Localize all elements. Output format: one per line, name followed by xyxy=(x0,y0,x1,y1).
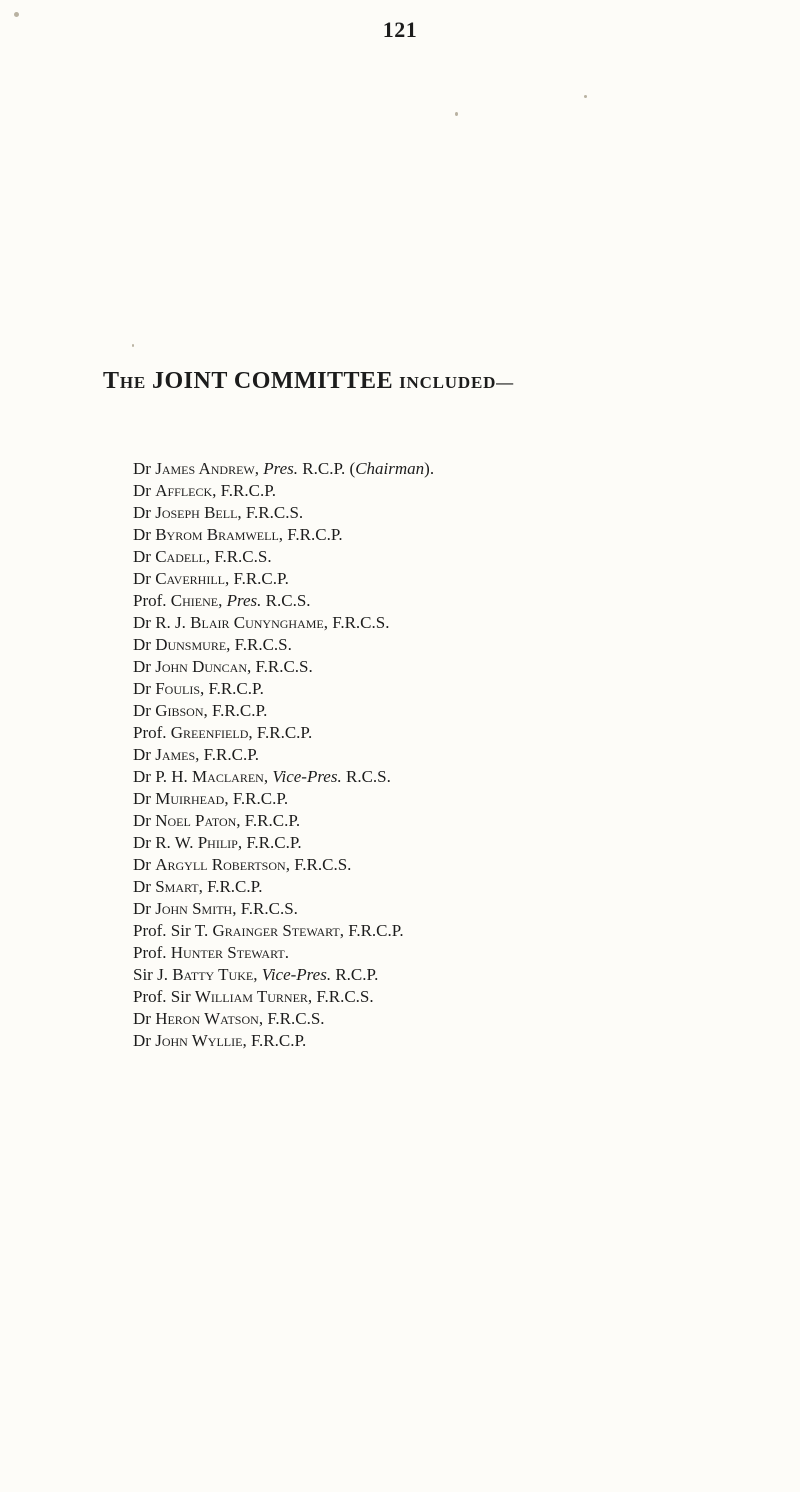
member-prefix: Dr xyxy=(133,767,151,786)
member-prefix: Dr xyxy=(133,657,151,676)
member-name: P. H. Maclaren xyxy=(155,767,264,786)
member-name: Foulis xyxy=(155,679,200,698)
paper-speck xyxy=(14,12,19,17)
member-entry: Dr R. W. Philip, F.R.C.P. xyxy=(133,833,302,852)
member-qualification: F.R.C.S. xyxy=(255,657,313,676)
member-entry: Dr Affleck, F.R.C.P. xyxy=(133,481,277,500)
member-qualification: F.R.C.S. xyxy=(234,635,292,654)
member-qualification: R.C.P. ( xyxy=(302,459,356,478)
member-name: John Wyllie xyxy=(155,1031,243,1050)
member-name: John Duncan xyxy=(155,657,248,676)
member-name: Joseph Bell xyxy=(155,503,238,522)
member-qualification: F.R.C.S. xyxy=(245,503,304,522)
member-prefix: Dr xyxy=(133,899,151,918)
member-office: Pres. xyxy=(263,459,299,478)
member-prefix: Dr xyxy=(133,459,151,478)
member-prefix: Dr xyxy=(133,679,151,698)
member-prefix: Sir xyxy=(133,965,153,984)
member-prefix: Dr xyxy=(133,701,151,720)
member-qualification: F.R.C.P. xyxy=(208,679,264,698)
member-name: R. J. Blair Cunynghame xyxy=(155,613,324,632)
member-role-close: ). xyxy=(424,459,435,478)
member-entry: Dr James Andrew, Pres. R.C.P. (Chairman). xyxy=(133,459,435,478)
member-entry: Dr James, F.R.C.P. xyxy=(133,745,260,764)
heading-committee: JOINT COMMITTEE xyxy=(151,368,394,394)
member-qualification: F.R.C.P. xyxy=(250,1031,307,1050)
member-qualification: F.R.C.P. xyxy=(246,833,302,852)
member-entry: Dr Foulis, F.R.C.P. xyxy=(133,679,264,698)
member-entry: Prof. Sir T. Grainger Stewart, F.R.C.P. xyxy=(133,921,404,940)
heading-the-rest: HE xyxy=(119,373,146,392)
member-prefix: Dr xyxy=(133,547,151,566)
member-qualification: F.R.C.S. xyxy=(267,1009,325,1028)
member-prefix: Dr xyxy=(133,855,151,874)
member-entry xyxy=(133,942,793,964)
member-name: Chiene xyxy=(170,591,219,610)
member-name: James xyxy=(155,745,196,764)
member-prefix: Prof. xyxy=(133,591,167,610)
member-name: Dunsmure xyxy=(155,635,227,654)
member-entry: Prof. Sir William Turner, F.R.C.S. xyxy=(133,987,374,1006)
section-heading xyxy=(103,368,793,395)
member-qualification: R.C.S. xyxy=(265,591,311,610)
member-prefix: Dr xyxy=(133,525,151,544)
member-qualification: F.R.C.P. xyxy=(232,789,289,808)
member-prefix: Dr xyxy=(133,745,151,764)
member-entry: Dr Caverhill, F.R.C.P. xyxy=(133,569,289,588)
member-prefix: Prof. Sir xyxy=(133,921,191,940)
member-qualification: F.R.C.P. xyxy=(233,569,289,588)
member-qualification: F.R.C.P. xyxy=(244,811,301,830)
member-qualification: F.R.C.S. xyxy=(240,899,298,918)
member-name: T. Grainger Stewart xyxy=(194,921,340,940)
member-name: J. Batty Tuke xyxy=(157,965,254,984)
member-qualification: F.R.C.S. xyxy=(294,855,352,874)
member-entry: Dr Cadell, F.R.C.S. xyxy=(133,547,272,566)
member-entry: Dr P. H. Maclaren, Vice-Pres. R.C.S. xyxy=(133,767,391,786)
member-entry: Sir J. Batty Tuke, Vice-Pres. R.C.P. xyxy=(133,965,379,984)
member-qualification: F.R.C.P. xyxy=(203,745,260,764)
page-number: 121 xyxy=(382,17,418,42)
member-entry: Dr R. J. Blair Cunynghame, F.R.C.S. xyxy=(133,613,390,632)
member-entry: Dr John Duncan, F.R.C.S. xyxy=(133,657,313,676)
member-qualification: F.R.C.P. xyxy=(207,877,263,896)
paper-speck xyxy=(455,112,458,116)
member-prefix: Dr xyxy=(133,811,151,830)
member-office: Pres. xyxy=(226,591,262,610)
member-name: R. W. Philip xyxy=(155,833,238,852)
member-prefix: Dr xyxy=(133,613,151,632)
member-name: Gibson xyxy=(155,701,204,720)
member-qualification: F.R.C.P. xyxy=(256,723,313,742)
member-entry: Dr Dunsmure, F.R.C.S. xyxy=(133,635,292,654)
member-role: Chairman xyxy=(355,459,425,478)
member-name: William Turner xyxy=(194,987,308,1006)
member-entry: Prof. Chiene, Pres. R.C.S. xyxy=(133,591,311,610)
member-entry: Prof. Greenfield, F.R.C.P. xyxy=(133,723,313,742)
member-entry: Dr John Smith, F.R.C.S. xyxy=(133,899,298,918)
member-entry: Dr Muirhead, F.R.C.P. xyxy=(133,789,289,808)
member-entry: Dr Argyll Robertson, F.R.C.S. xyxy=(133,855,352,874)
member-entry: Dr Smart, F.R.C.P. xyxy=(133,877,263,896)
member-prefix: Dr xyxy=(133,877,151,896)
member-entry: Dr Heron Watson, F.R.C.S. xyxy=(133,1009,325,1028)
member-qualification: F.R.C.P. xyxy=(348,921,404,940)
member-qualification: F.R.C.P. xyxy=(212,701,268,720)
member-qualification: F.R.C.S. xyxy=(214,547,272,566)
member-prefix: Dr xyxy=(133,481,151,500)
member-prefix: Prof. xyxy=(133,943,167,962)
member-qualification: F.R.C.P. xyxy=(220,481,277,500)
member-name: Cadell xyxy=(155,547,206,566)
member-office: Vice-Pres. xyxy=(272,767,342,786)
member-prefix: Dr xyxy=(133,635,151,654)
heading-included: INCLUDED— xyxy=(399,373,514,392)
paper-speck xyxy=(132,344,134,347)
member-prefix: Dr xyxy=(133,1009,151,1028)
member-name: Muirhead xyxy=(155,789,225,808)
member-name: Hunter Stewart. xyxy=(170,943,289,962)
member-prefix: Dr xyxy=(133,789,151,808)
member-name: Affleck xyxy=(155,481,213,500)
member-name: Byrom Bramwell xyxy=(155,525,279,544)
member-entry: Dr Joseph Bell, F.R.C.S. xyxy=(133,503,304,522)
member-entry: Dr Byrom Bramwell, F.R.C.P. xyxy=(133,525,343,544)
member-name: Greenfield xyxy=(170,723,249,742)
member-office: Vice-Pres. xyxy=(261,965,332,984)
member-qualification: F.R.C.S. xyxy=(316,987,374,1006)
member-prefix: Prof. Sir xyxy=(133,987,191,1006)
member-name: James Andrew xyxy=(155,459,255,478)
member-qualification: R.C.P. xyxy=(335,965,379,984)
member-prefix: Dr xyxy=(133,833,151,852)
member-qualification: F.R.C.P. xyxy=(287,525,343,544)
member-name: Caverhill xyxy=(155,569,225,588)
member-prefix: Dr xyxy=(133,503,151,522)
member-entry: Dr Gibson, F.R.C.P. xyxy=(133,701,268,720)
member-name: John Smith xyxy=(155,899,233,918)
member-prefix: Dr xyxy=(133,569,151,588)
member-name: Heron Watson xyxy=(155,1009,259,1028)
member-prefix: Dr xyxy=(133,1031,151,1050)
member-name: Smart xyxy=(155,877,199,896)
member-prefix: Prof. xyxy=(133,723,167,742)
heading-first-letter: T xyxy=(103,368,120,394)
member-qualification: R.C.S. xyxy=(345,767,391,786)
committee-members-list xyxy=(133,458,793,1052)
member-entry: Dr John Wyllie, F.R.C.P. xyxy=(133,1031,307,1050)
paper-speck xyxy=(584,95,587,98)
member-name: Noel Paton xyxy=(155,811,237,830)
member-entry: Dr Noel Paton, F.R.C.P. xyxy=(133,811,301,830)
member-name: Argyll Robertson xyxy=(155,855,286,874)
member-qualification: F.R.C.S. xyxy=(332,613,390,632)
